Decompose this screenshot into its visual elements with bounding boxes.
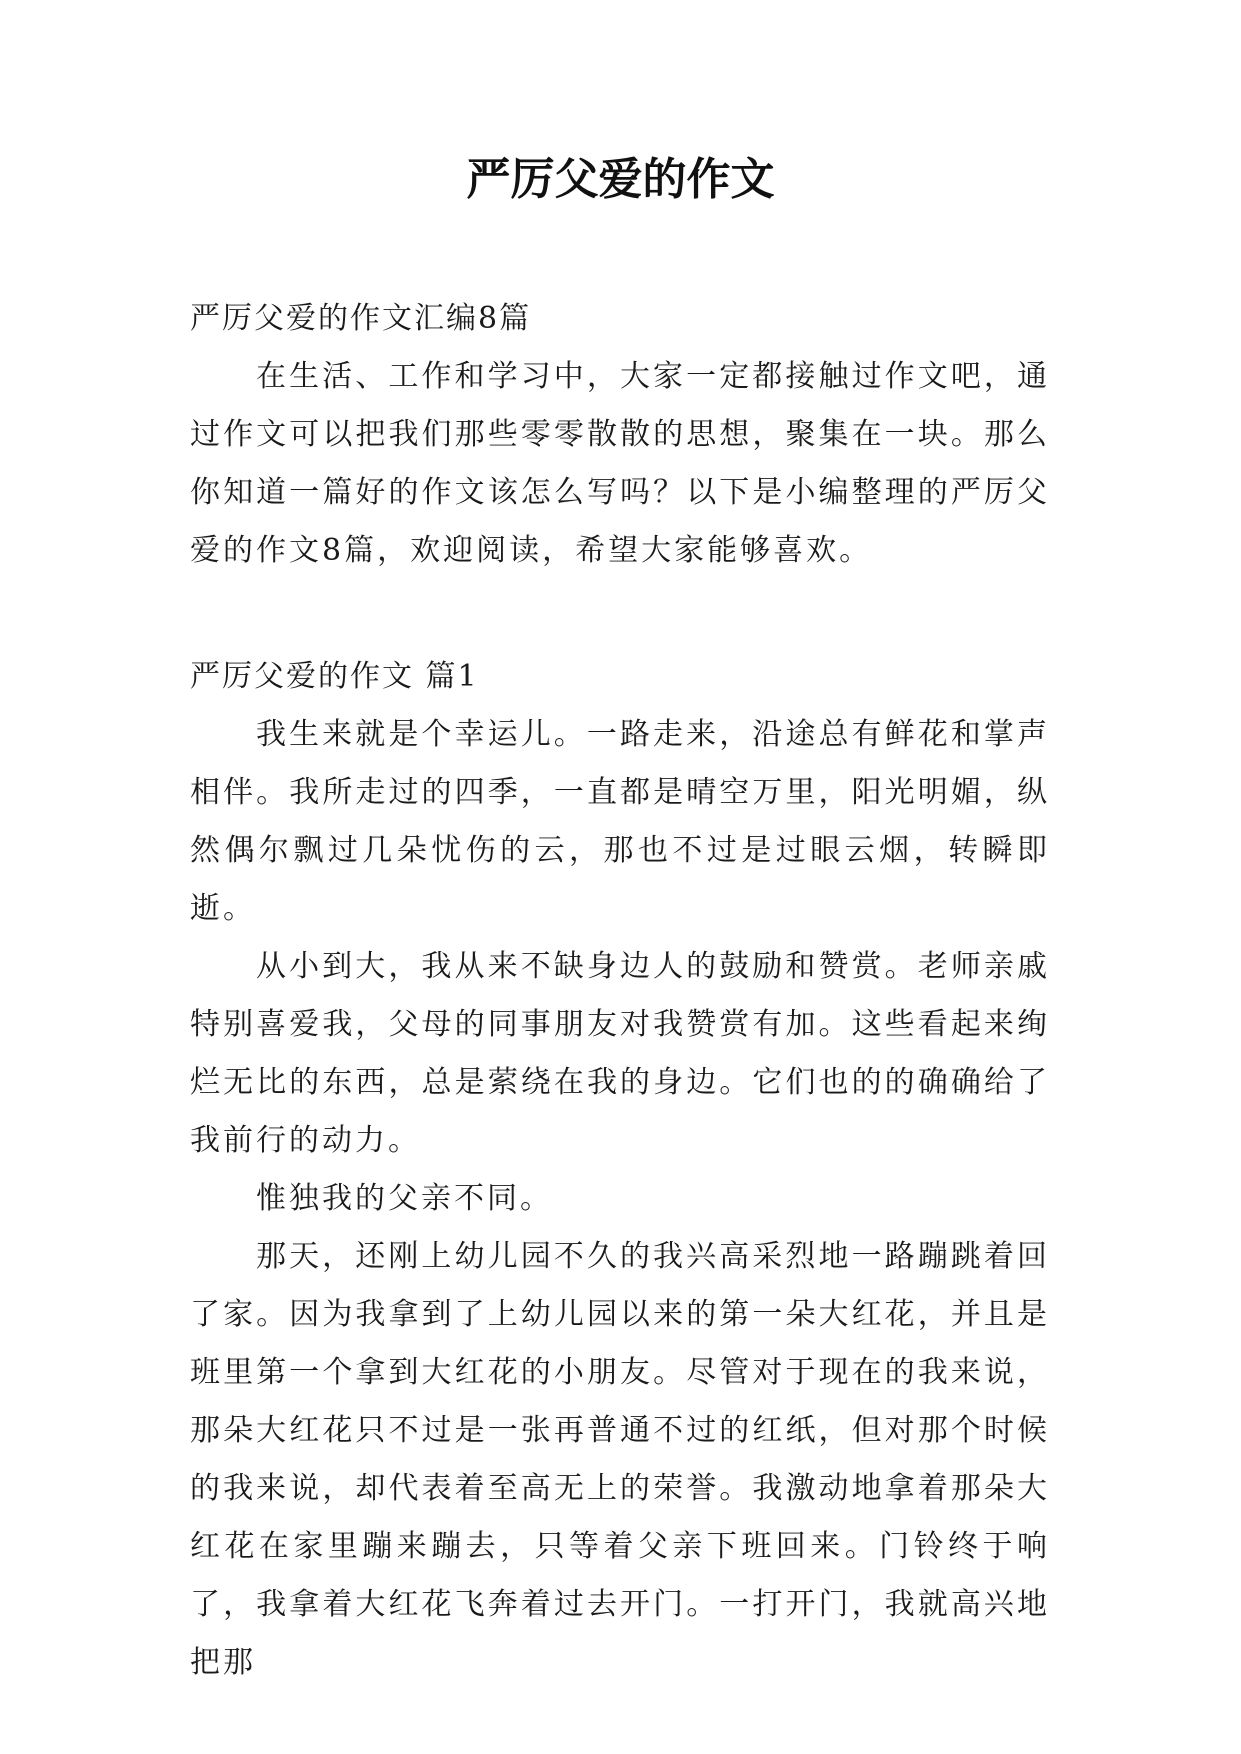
body-paragraph: 从小到大，我从来不缺身边人的鼓励和赞赏。老师亲戚特别喜爱我，父母的同事朋友对我赞赏有加。这些看起来绚烂无比的东西，总是萦绕在我的身边。它们也的的确确给了我前行的动力。	[190, 949, 1050, 1158]
document-title: 严厉父爱的作文	[466, 154, 775, 205]
body-paragraph: 那天，还刚上幼儿园不久的我兴高采烈地一路蹦跳着回了家。因为我拿到了上幼儿园以来的第一朵大红花，并且是班里第一个拿到大红花的小朋友。尽管对于现在的我来说，那朵大红花只不过是一张再普通不过的红纸，但对那个时候的我来说，却代表着至高无上的荣誉。我激动地拿着那朵大红花在家里蹦来蹦去，只等着父亲下班回来。门铃终于响了，我拿着大红花飞奔着过去开门。一打开门，我就高兴地把那	[190, 1239, 1050, 1680]
document-subtitle: 严厉父爱的作文汇编8篇	[190, 301, 532, 336]
body-paragraph: 我生来就是个幸运儿。一路走来，沿途总有鲜花和掌声相伴。我所走过的四季，一直都是晴空万里，阳光明媚，纵然偶尔飘过几朵忧伤的云，那也不过是过眼云烟，转瞬即逝。	[190, 717, 1050, 926]
section-spacer	[190, 580, 1050, 648]
intro-paragraph: 在生活、工作和学习中，大家一定都接触过作文吧，通过作文可以把我们那些零零散散的思想，聚集在一块。那么你知道一篇好的作文该怎么写吗？以下是小编整理的严厉父爱的作文8篇，欢迎阅读，希望大家能够喜欢。	[190, 359, 1050, 568]
body-paragraph: 惟独我的父亲不同。	[256, 1181, 553, 1216]
section-heading: 严厉父爱的作文 篇1	[190, 659, 479, 694]
document-body	[190, 290, 1050, 1692]
